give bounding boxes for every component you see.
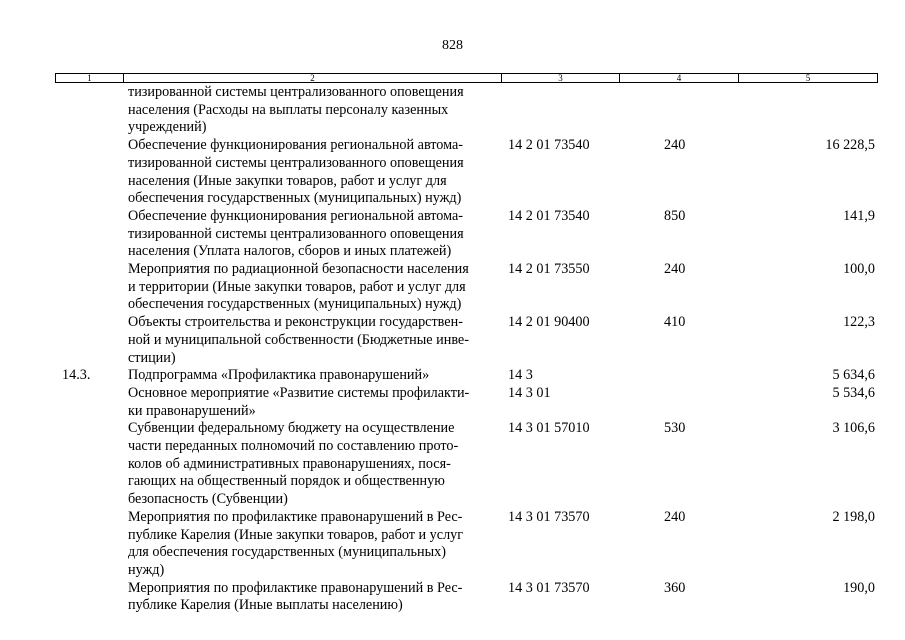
table-row xyxy=(0,509,905,580)
row-type: 850 xyxy=(664,207,686,224)
table-row xyxy=(0,84,905,137)
table-row xyxy=(0,208,905,261)
row-code: 14 2 01 73540 xyxy=(508,137,590,154)
row-amount: 5 534,6 xyxy=(832,384,875,401)
row-name: Мероприятия по радиационной безопасности населения и территории (Иные закупки товаров, работ и услуг для обеспечения государственных (муниципальных) нужд) xyxy=(128,261,469,313)
row-name: Субвенции федеральному бюджету на осуществление части переданных полномочий по составлению прото- колов об административных правонарушениях, пося- гающих на общественный порядок и общественную безопасность (Субвенции) xyxy=(128,420,459,508)
page-number: 828 xyxy=(442,38,463,53)
row-name: Объекты строительства и реконструкции государствен- ной и муниципальной собственности (Бюджетные инве- стиции) xyxy=(128,314,469,366)
row-type: 360 xyxy=(664,579,686,596)
row-code: 14 2 01 73550 xyxy=(508,261,590,278)
table-body xyxy=(0,84,905,615)
table-row xyxy=(0,261,905,314)
row-code: 14 3 01 73570 xyxy=(508,508,590,525)
header-col-2: 2 xyxy=(124,74,502,82)
row-number: 14.3. xyxy=(62,367,91,384)
table-row xyxy=(0,580,905,615)
row-code: 14 3 01 xyxy=(508,384,551,401)
table-row xyxy=(0,367,905,385)
row-amount: 2 198,0 xyxy=(832,508,875,525)
header-col-3: 3 xyxy=(502,74,620,82)
table-row xyxy=(0,314,905,367)
row-name: Мероприятия по профилактике правонарушений в Рес- публике Карелия (Иные выплаты населению) xyxy=(128,579,463,614)
row-name: Обеспечение функционирования региональной автома- тизированной системы централизованного оповещения населения (Уплата налогов, сборов и иных платежей) xyxy=(128,207,464,260)
row-amount: 190,0 xyxy=(843,579,875,596)
row-code: 14 2 01 90400 xyxy=(508,314,590,331)
row-code: 14 3 01 73570 xyxy=(508,579,590,596)
row-code: 14 2 01 73540 xyxy=(508,207,590,224)
table-row xyxy=(0,137,905,208)
row-amount: 122,3 xyxy=(843,314,875,331)
row-code: 14 3 01 57010 xyxy=(508,420,590,437)
row-type: 530 xyxy=(664,420,686,437)
header-col-1: 1 xyxy=(56,74,124,82)
row-amount: 100,0 xyxy=(843,261,875,278)
row-name: Мероприятия по профилактике правонарушений в Рес- публике Карелия (Иные закупки товаров, работ и услуг для обеспечения государственных (муниципальных) нужд) xyxy=(128,508,464,578)
row-name: Подпрограмма «Профилактика правонарушений» xyxy=(128,367,430,384)
row-name: тизированной системы централизованного оповещения населения (Расходы на выплаты персоналу казенных учреждений) xyxy=(128,84,464,136)
row-name: Обеспечение функционирования региональной автома- тизированной системы централизованного оповещения населения (Иные закупки товаров, работ и услуг для обеспечения государственных (муниципальных) нужд) xyxy=(128,137,464,207)
row-code: 14 3 xyxy=(508,367,533,384)
row-name: Основное мероприятие «Развитие системы профилакти- ки правонарушений» xyxy=(128,384,470,419)
table-row xyxy=(0,420,905,509)
header-col-4: 4 xyxy=(620,74,739,82)
row-type: 410 xyxy=(664,314,686,331)
row-amount: 5 634,6 xyxy=(832,367,875,384)
table-header xyxy=(55,73,878,83)
row-type: 240 xyxy=(664,261,686,278)
row-type: 240 xyxy=(664,508,686,525)
row-amount: 141,9 xyxy=(843,207,875,224)
row-amount: 16 228,5 xyxy=(825,137,875,154)
row-type: 240 xyxy=(664,137,686,154)
row-amount: 3 106,6 xyxy=(832,420,875,437)
table-row xyxy=(0,385,905,420)
header-col-5: 5 xyxy=(805,73,811,83)
